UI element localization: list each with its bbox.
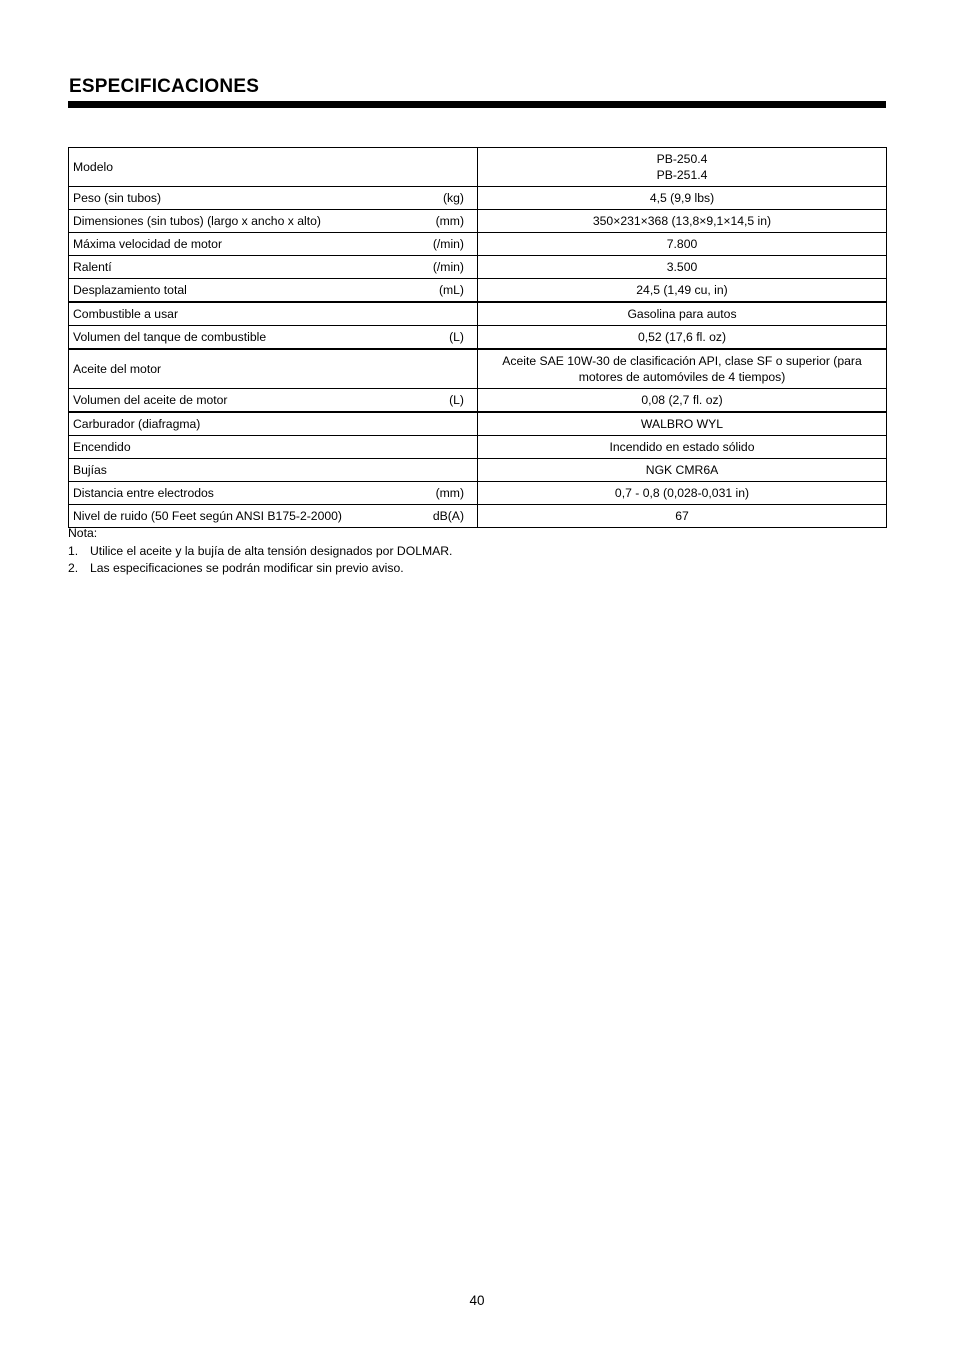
spec-value-cell xyxy=(478,459,887,482)
spec-unit: (/min) xyxy=(432,260,464,274)
table-row xyxy=(69,326,887,350)
spec-value-cell xyxy=(478,436,887,459)
spec-value: Incendido en estado sólido xyxy=(609,440,755,454)
spec-label: Modelo xyxy=(73,160,113,174)
table-row xyxy=(69,187,887,210)
table-row xyxy=(69,210,887,233)
spec-label-cell xyxy=(69,349,478,389)
title-divider xyxy=(68,101,886,108)
spec-value: 4,5 (9,9 lbs) xyxy=(649,191,715,205)
spec-label: Volumen del tanque de combustible xyxy=(73,330,267,344)
spec-label: Aceite del motor xyxy=(73,362,162,376)
spec-label-cell xyxy=(69,412,478,436)
spec-value-cell xyxy=(478,210,887,233)
spec-label-cell xyxy=(69,187,478,210)
spec-unit: dB(A) xyxy=(432,509,464,523)
spec-unit: (mm) xyxy=(435,486,464,500)
spec-value: Aceite SAE 10W-30 de clasificación API, clase SF o superior (para xyxy=(502,354,862,368)
specifications-table xyxy=(68,147,887,528)
spec-value-cell xyxy=(478,148,887,187)
table-row xyxy=(69,482,887,505)
spec-unit: (mL) xyxy=(438,283,464,297)
spec-value: WALBRO WYL xyxy=(640,417,724,431)
spec-label: Desplazamiento total xyxy=(73,283,187,297)
table-row xyxy=(69,302,887,326)
list-item xyxy=(68,560,452,578)
table-row xyxy=(69,436,887,459)
spec-value: 350×231×368 (13,8×9,1×14,5 in) xyxy=(592,214,772,228)
note-number: 2. xyxy=(68,561,79,575)
spec-unit: (L) xyxy=(449,330,464,344)
spec-value-cell xyxy=(478,233,887,256)
table-row xyxy=(69,412,887,436)
spec-value-cell xyxy=(478,412,887,436)
spec-label: Combustible a usar xyxy=(73,307,178,321)
spec-label: Encendido xyxy=(73,440,131,454)
spec-label: Peso (sin tubos) xyxy=(73,191,162,205)
spec-value-cell xyxy=(478,326,887,350)
table-row xyxy=(69,148,887,187)
spec-label: Dimensiones (sin tubos) (largo x ancho x alto) xyxy=(73,214,321,228)
spec-value: 7.800 xyxy=(666,237,698,251)
spec-value-cell xyxy=(478,256,887,279)
page-number: 40 xyxy=(469,1293,485,1308)
spec-label: Máxima velocidad de motor xyxy=(73,237,223,251)
spec-label-cell xyxy=(69,389,478,413)
note-text: Utilice el aceite y la bujía de alta tensión designados por DOLMAR. xyxy=(90,543,453,558)
page-title: ESPECIFICACIONES xyxy=(69,76,260,97)
spec-unit: (L) xyxy=(449,393,464,407)
spec-label-cell xyxy=(69,482,478,505)
table-row xyxy=(69,389,887,413)
spec-value-cell xyxy=(478,505,887,528)
table-row xyxy=(69,459,887,482)
spec-value: 3.500 xyxy=(666,260,698,274)
spec-label-cell xyxy=(69,326,478,350)
spec-value: PB-250.4 xyxy=(656,152,708,166)
table-row xyxy=(69,279,887,303)
spec-value: NGK CMR6A xyxy=(645,463,719,477)
note-number: 1. xyxy=(68,543,79,558)
spec-value: motores de automóviles de 4 tiempos) xyxy=(578,370,786,384)
spec-label: Volumen del aceite de motor xyxy=(73,393,228,407)
spec-value: 0,7 - 0,8 (0,028-0,031 in) xyxy=(614,486,750,500)
table-row xyxy=(69,233,887,256)
spec-value: 0,52 (17,6 fl. oz) xyxy=(637,330,727,344)
spec-value: 24,5 (1,49 cu, in) xyxy=(636,283,728,297)
spec-label-cell xyxy=(69,302,478,326)
notes-section xyxy=(68,525,452,578)
spec-label-cell xyxy=(69,459,478,482)
spec-unit: (/min) xyxy=(432,237,464,251)
spec-value: 67 xyxy=(675,509,689,523)
spec-unit: (kg) xyxy=(443,191,464,205)
spec-value-cell xyxy=(478,349,887,389)
spec-label-cell xyxy=(69,210,478,233)
spec-label-cell xyxy=(69,148,478,187)
note-text: Las especificaciones se podrán modificar sin previo aviso. xyxy=(90,561,404,575)
spec-label: Ralentí xyxy=(73,260,112,274)
spec-value-cell xyxy=(478,187,887,210)
spec-value-cell xyxy=(478,279,887,303)
table-row xyxy=(69,256,887,279)
spec-label-cell xyxy=(69,233,478,256)
spec-label-cell xyxy=(69,436,478,459)
spec-label: Bujías xyxy=(73,463,107,477)
spec-value-cell xyxy=(478,302,887,326)
spec-label-cell xyxy=(69,279,478,303)
spec-value: Gasolina para autos xyxy=(627,307,737,321)
spec-value-cell xyxy=(478,389,887,413)
table-row xyxy=(69,349,887,389)
spec-label: Nivel de ruido (50 Feet según ANSI B175-2-2000) xyxy=(73,509,342,523)
spec-label: Carburador (diafragma) xyxy=(73,417,201,431)
list-item xyxy=(68,543,452,561)
spec-value-cell xyxy=(478,482,887,505)
spec-value: PB-251.4 xyxy=(656,168,708,182)
spec-unit: (mm) xyxy=(435,214,464,228)
spec-value: 0,08 (2,7 fl. oz) xyxy=(641,393,723,407)
spec-label-cell xyxy=(69,256,478,279)
spec-label: Distancia entre electrodos xyxy=(73,486,214,500)
notes-heading: Nota: xyxy=(68,526,98,540)
